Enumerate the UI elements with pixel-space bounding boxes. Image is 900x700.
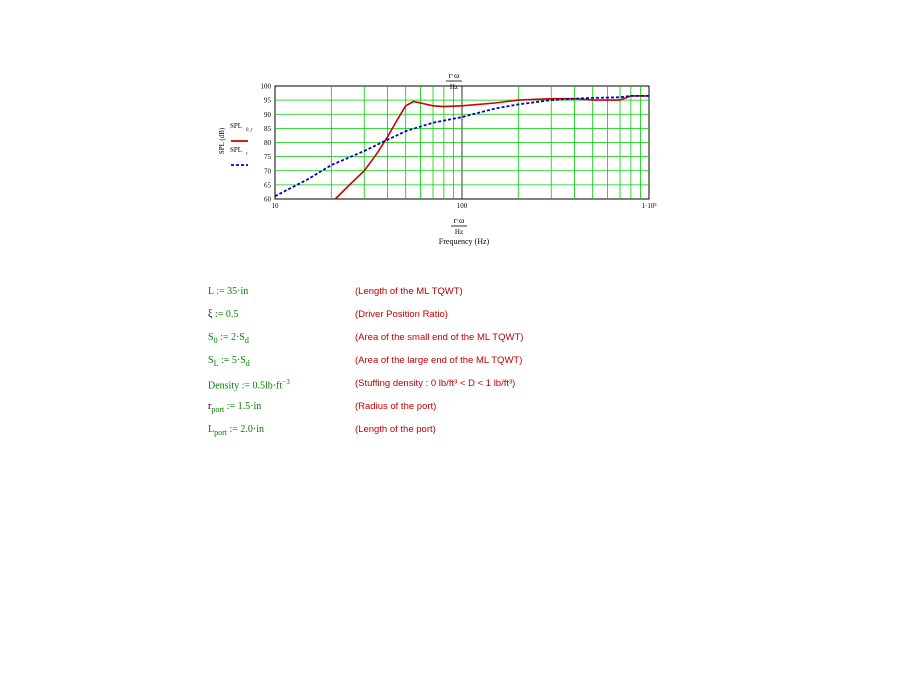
y-tick-label: 60	[264, 195, 271, 204]
legend-label-top: SPL	[230, 122, 243, 130]
grid	[275, 86, 649, 199]
param-definition	[208, 378, 290, 391]
param-value: := 2·S	[217, 332, 245, 343]
y-tick-label: 70	[264, 167, 271, 176]
param-value: := 0.5lb·ft	[239, 380, 283, 392]
param-value: := 35·in	[213, 286, 249, 297]
legend-sub-top: 0_r	[246, 128, 253, 133]
y-tick-label: 100	[260, 82, 271, 91]
top-axis-label-den: Hz	[449, 83, 459, 91]
param-var: ξ	[208, 309, 213, 320]
x-axis-title: Frequency (Hz)	[438, 237, 490, 246]
param-var-sub: L	[213, 359, 219, 368]
param-var: S	[208, 355, 214, 366]
param-description: (Area of the small end of the ML TQWT)	[355, 332, 524, 343]
param-value: := 1.5·in	[224, 401, 262, 412]
legend-sub-bottom: r	[246, 152, 248, 157]
legend-label-bottom: SPL	[230, 146, 243, 154]
param-definition	[208, 286, 248, 297]
param-definition	[208, 309, 238, 320]
param-description: (Stuffing density : 0 lb/ft³ < D < 1 lb/ft³)	[355, 378, 516, 389]
param-value: := 5·S	[218, 355, 246, 366]
param-description: (Length of the ML TQWT)	[355, 286, 463, 297]
param-description: (Length of the port)	[355, 424, 436, 435]
y-tick-label: 95	[264, 96, 271, 105]
x-tick-label: 1·10³	[641, 202, 657, 210]
param-value-sup: −3	[282, 378, 290, 386]
y-tick-label: 80	[264, 139, 271, 147]
param-value-sub: d	[244, 336, 249, 345]
param-var: Density	[208, 380, 240, 392]
param-var-sub: port	[214, 428, 227, 437]
param-definition	[208, 355, 250, 368]
param-var-sub: 0	[213, 336, 218, 345]
x-tick-label: 100	[456, 202, 468, 210]
param-var-sub: port	[211, 405, 225, 414]
y-axis-title: SPL (dB)	[218, 127, 226, 155]
param-description: (Driver Position Ratio)	[355, 309, 448, 320]
param-description: (Radius of the port)	[355, 401, 437, 412]
param-description: (Area of the large end of the ML TQWT)	[355, 355, 523, 366]
param-var: r	[208, 401, 212, 412]
y-tick-label: 65	[264, 181, 271, 190]
param-definition	[208, 332, 249, 345]
param-definition	[208, 424, 264, 437]
y-tick-label: 90	[264, 110, 271, 119]
param-value: := 0.5	[212, 309, 239, 320]
param-var: S	[208, 332, 214, 343]
spl-chart	[0, 0, 900, 260]
y-tick-label: 75	[264, 153, 271, 162]
param-value-sub: d	[245, 359, 250, 368]
top-axis-label-num: r·ω	[448, 71, 460, 80]
param-var: L	[208, 424, 215, 435]
y-tick-label: 85	[264, 124, 271, 133]
bottom-axis-label-den: Hz	[454, 228, 464, 236]
param-definition	[208, 401, 261, 414]
param-var: L	[208, 286, 214, 297]
bottom-axis-label-num: r·ω	[453, 216, 465, 225]
x-tick-label: 10	[271, 202, 279, 210]
param-value: := 2.0·in	[227, 424, 265, 435]
